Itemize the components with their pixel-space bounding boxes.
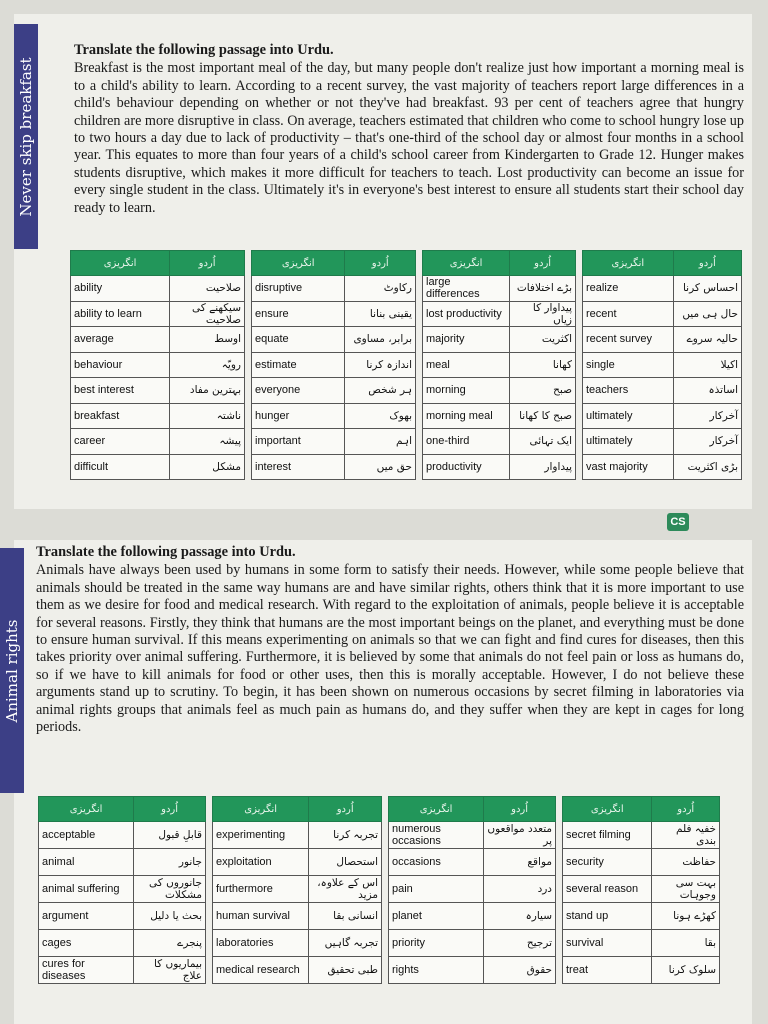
english-word: career — [71, 429, 170, 455]
table-row — [583, 276, 742, 302]
column-header-urdu: اُردو — [309, 797, 382, 822]
urdu-word: بھوک — [345, 403, 416, 429]
urdu-word: حالیہ سروے — [673, 327, 741, 353]
english-word: equate — [252, 327, 345, 353]
table-row — [563, 930, 720, 957]
column-header-english: انگریزی — [583, 251, 674, 276]
table-row — [213, 849, 382, 876]
table-row — [71, 378, 245, 404]
english-word: meal — [423, 352, 510, 378]
urdu-word: اکیلا — [673, 352, 741, 378]
english-word: interest — [252, 454, 345, 480]
table-row — [583, 429, 742, 455]
english-word: exploitation — [213, 849, 309, 876]
urdu-word: خفیہ فلم بندی — [652, 822, 720, 849]
urdu-word: بڑی اکثریت — [673, 454, 741, 480]
table-row — [252, 352, 416, 378]
table-row — [563, 903, 720, 930]
section-animal-rights — [3, 540, 752, 1024]
english-word: everyone — [252, 378, 345, 404]
urdu-word: بقا — [652, 930, 720, 957]
english-word: planet — [389, 903, 484, 930]
english-word: animal — [39, 849, 134, 876]
english-word: medical research — [213, 957, 309, 984]
urdu-word: رویّہ — [170, 352, 245, 378]
table-row — [39, 903, 206, 930]
english-word: hunger — [252, 403, 345, 429]
passage-heading: Translate the following passage into Urdu. — [36, 544, 296, 560]
column-header-english: انگریزی — [389, 797, 484, 822]
table-row — [71, 276, 245, 302]
table-row — [389, 876, 556, 903]
column-header-urdu: اُردو — [170, 251, 245, 276]
urdu-word: کھڑے ہونا — [652, 903, 720, 930]
english-word: rights — [389, 957, 484, 984]
urdu-word: پیداوار — [510, 454, 576, 480]
urdu-word: صبح — [510, 378, 576, 404]
english-word: single — [583, 352, 674, 378]
urdu-word: پنجرے — [134, 930, 206, 957]
english-word: ability — [71, 276, 170, 302]
english-word: treat — [563, 957, 652, 984]
table-row — [423, 378, 576, 404]
english-word: security — [563, 849, 652, 876]
table-row — [389, 957, 556, 984]
vocab-table — [212, 796, 382, 984]
urdu-word: قابلِ قبول — [134, 822, 206, 849]
column-header-urdu: اُردو — [510, 251, 576, 276]
urdu-word: حقوق — [484, 957, 556, 984]
english-word: average — [71, 327, 170, 353]
table-row — [252, 403, 416, 429]
table-row — [213, 903, 382, 930]
english-word: acceptable — [39, 822, 134, 849]
sidebar-title: Animal rights — [3, 619, 21, 722]
urdu-word: حفاظت — [652, 849, 720, 876]
column-header-urdu: اُردو — [134, 797, 206, 822]
table-row — [423, 301, 576, 327]
table-row — [423, 276, 576, 302]
table-row — [252, 276, 416, 302]
urdu-word: ہر شخص — [345, 378, 416, 404]
urdu-word: جانوروں کی مشکلات — [134, 876, 206, 903]
camscanner-logo: CS — [667, 513, 689, 531]
urdu-word: حق میں — [345, 454, 416, 480]
table-row — [252, 301, 416, 327]
table-row — [71, 327, 245, 353]
table-row — [252, 327, 416, 353]
table-row — [39, 957, 206, 984]
column-header-english: انگریزی — [252, 251, 345, 276]
english-word: recent — [583, 301, 674, 327]
vocab-tables — [70, 250, 748, 480]
vocab-table — [422, 250, 576, 480]
urdu-word: متعدد مواقعوں پر — [484, 822, 556, 849]
english-word: difficult — [71, 454, 170, 480]
table-row — [39, 876, 206, 903]
urdu-word: رکاوٹ — [345, 276, 416, 302]
vocab-table — [562, 796, 720, 984]
english-word: realize — [583, 276, 674, 302]
table-row — [252, 378, 416, 404]
urdu-word: بہت سی وجوہات — [652, 876, 720, 903]
english-word: priority — [389, 930, 484, 957]
table-row — [563, 957, 720, 984]
table-row — [39, 822, 206, 849]
english-word: occasions — [389, 849, 484, 876]
english-word: ability to learn — [71, 301, 170, 327]
vocab-table — [582, 250, 742, 480]
english-word: survival — [563, 930, 652, 957]
urdu-word: ناشتہ — [170, 403, 245, 429]
passage-heading: Translate the following passage into Urdu. — [74, 42, 334, 58]
table-row — [213, 876, 382, 903]
english-word: morning — [423, 378, 510, 404]
table-row — [423, 327, 576, 353]
passage-block — [74, 42, 744, 217]
urdu-word: سیکھنے کی صلاحیت — [170, 301, 245, 327]
section-sidebar — [0, 548, 24, 793]
urdu-word: تجربہ کرنا — [309, 822, 382, 849]
table-row — [39, 849, 206, 876]
english-word: experimenting — [213, 822, 309, 849]
urdu-word: احساس کرنا — [673, 276, 741, 302]
urdu-word: ترجیح — [484, 930, 556, 957]
english-word: ultimately — [583, 429, 674, 455]
urdu-word: آخرکار — [673, 429, 741, 455]
column-header-urdu: اُردو — [484, 797, 556, 822]
table-row — [583, 403, 742, 429]
section-sidebar — [14, 24, 38, 249]
table-row — [563, 876, 720, 903]
english-word: cages — [39, 930, 134, 957]
english-word: ultimately — [583, 403, 674, 429]
english-word: cures for diseases — [39, 957, 134, 984]
column-header-english: انگریزی — [423, 251, 510, 276]
passage-text: Breakfast is the most important meal of the day, but many people don't realize just how important a morning meal is to a child's ability to learn. According to a recent survey, the vast majority of teachers report large differences in a child's behaviour depending on whether or not they've had breakfast. 93 per cent of teachers agree that hungry children are more disruptive in class. On average, teachers estimated that children who come to school hungry lose up to two hours a day due to lack of productivity – that's one-third of the school day or almost four months in a school year. This equates to more than four years of a child's school career from Kindergarten to Grade 12. Hunger makes students disruptive, which makes it more difficult for teachers to teach. Lost productivity can become an issue for every single student in the class. Ultimately it's in everyone's best interest to ensure all students start their school day ready to learn. — [74, 60, 744, 216]
vocab-tables — [38, 796, 748, 984]
urdu-word: حال ہی میں — [673, 301, 741, 327]
table-row — [583, 327, 742, 353]
passage-text: Animals have always been used by humans in some form to satisfy their needs. However, while some people believe that animals should be treated in the same way humans are and have similar rights, others think that it is more important to use them as we desire for food and medical research. With regard to the exploitation of animals, people believe it is acceptable for several reasons. Firstly, they think that humans are the most important beings on the planet, and everything must be done to ensure human survival. If this means experimenting on animals so that we can fight and find cures for diseases, then this takes priority over animal suffering. Furthermore, it is believed by some that animals do not feel pain or loss as humans do, so if we have to kill animals for food or other uses, then this is morally acceptable. However, I do not believe these arguments stand up to scrutiny. To begin, it has been shown on numerous occasions by secret filming in laboratories via animal rights groups that animals feel as much pain as humans do, and they suffer when they are kept in cages for long periods. — [36, 562, 744, 736]
table-row — [213, 822, 382, 849]
table-row — [252, 454, 416, 480]
english-word: teachers — [583, 378, 674, 404]
table-row — [563, 822, 720, 849]
urdu-word: انسانی بقا — [309, 903, 382, 930]
english-word: behaviour — [71, 352, 170, 378]
urdu-word: اوسط — [170, 327, 245, 353]
column-header-english: انگریزی — [71, 251, 170, 276]
english-word: ensure — [252, 301, 345, 327]
vocab-table — [70, 250, 245, 480]
urdu-word: اکثریت — [510, 327, 576, 353]
english-word: estimate — [252, 352, 345, 378]
english-word: pain — [389, 876, 484, 903]
table-row — [389, 822, 556, 849]
urdu-word: مواقع — [484, 849, 556, 876]
urdu-word: مشکل — [170, 454, 245, 480]
table-row — [389, 930, 556, 957]
urdu-word: پیداوار کا زیاں — [510, 301, 576, 327]
urdu-word: تجربہ گاہیں — [309, 930, 382, 957]
english-word: laboratories — [213, 930, 309, 957]
english-word: lost productivity — [423, 301, 510, 327]
english-word: productivity — [423, 454, 510, 480]
urdu-word: ایک تہائی — [510, 429, 576, 455]
table-row — [423, 429, 576, 455]
english-word: human survival — [213, 903, 309, 930]
table-row — [389, 903, 556, 930]
urdu-word: بہترین مفاد — [170, 378, 245, 404]
table-row — [213, 957, 382, 984]
column-header-urdu: اُردو — [673, 251, 741, 276]
table-row — [39, 930, 206, 957]
urdu-word: آخرکار — [673, 403, 741, 429]
section-never-skip-breakfast — [14, 14, 752, 509]
table-row — [71, 301, 245, 327]
urdu-word: صلاحیت — [170, 276, 245, 302]
vocab-table — [251, 250, 416, 480]
column-header-urdu: اُردو — [345, 251, 416, 276]
table-row — [583, 301, 742, 327]
table-row — [213, 930, 382, 957]
english-word: disruptive — [252, 276, 345, 302]
table-row — [583, 454, 742, 480]
urdu-word: بیماریوں کا علاج — [134, 957, 206, 984]
table-row — [71, 429, 245, 455]
urdu-word: سیارہ — [484, 903, 556, 930]
english-word: important — [252, 429, 345, 455]
table-row — [423, 454, 576, 480]
urdu-word: سلوک کرنا — [652, 957, 720, 984]
vocab-table — [388, 796, 556, 984]
english-word: furthermore — [213, 876, 309, 903]
table-row — [423, 352, 576, 378]
passage-block — [36, 544, 744, 736]
urdu-word: اہم — [345, 429, 416, 455]
urdu-word: کھانا — [510, 352, 576, 378]
urdu-word: صبح کا کھانا — [510, 403, 576, 429]
table-row — [583, 378, 742, 404]
urdu-word: طبی تحقیق — [309, 957, 382, 984]
english-word: majority — [423, 327, 510, 353]
english-word: several reason — [563, 876, 652, 903]
table-row — [252, 429, 416, 455]
english-word: large differences — [423, 276, 510, 302]
urdu-word: اندازہ کرنا — [345, 352, 416, 378]
table-row — [71, 454, 245, 480]
english-word: vast majority — [583, 454, 674, 480]
urdu-word: پیشہ — [170, 429, 245, 455]
column-header-english: انگریزی — [563, 797, 652, 822]
english-word: secret filming — [563, 822, 652, 849]
english-word: recent survey — [583, 327, 674, 353]
table-row — [563, 849, 720, 876]
urdu-word: جانور — [134, 849, 206, 876]
urdu-word: برابر، مساوی — [345, 327, 416, 353]
sidebar-title: Never skip breakfast — [17, 56, 35, 217]
urdu-word: اس کے علاوہ، مزید — [309, 876, 382, 903]
english-word: morning meal — [423, 403, 510, 429]
urdu-word: استحصال — [309, 849, 382, 876]
column-header-english: انگریزی — [39, 797, 134, 822]
table-row — [423, 403, 576, 429]
urdu-word: یقینی بنانا — [345, 301, 416, 327]
table-row — [583, 352, 742, 378]
urdu-word: اساتذہ — [673, 378, 741, 404]
table-row — [71, 352, 245, 378]
table-row — [389, 849, 556, 876]
english-word: argument — [39, 903, 134, 930]
urdu-word: درد — [484, 876, 556, 903]
table-row — [71, 403, 245, 429]
english-word: one-third — [423, 429, 510, 455]
column-header-english: انگریزی — [213, 797, 309, 822]
urdu-word: بحث یا دلیل — [134, 903, 206, 930]
english-word: best interest — [71, 378, 170, 404]
english-word: animal suffering — [39, 876, 134, 903]
english-word: breakfast — [71, 403, 170, 429]
english-word: numerous occasions — [389, 822, 484, 849]
vocab-table — [38, 796, 206, 984]
english-word: stand up — [563, 903, 652, 930]
urdu-word: بڑے اختلافات — [510, 276, 576, 302]
column-header-urdu: اُردو — [652, 797, 720, 822]
